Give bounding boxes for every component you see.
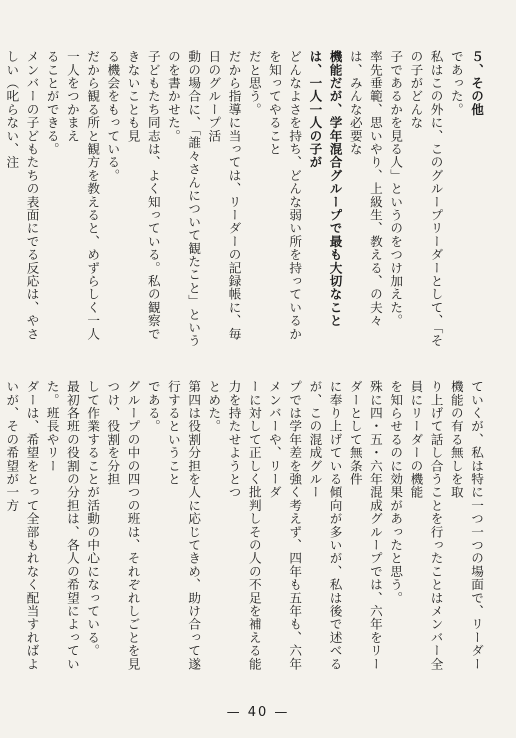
lower-text-column <box>4 380 486 680</box>
section-heading: ５、その他 <box>469 50 484 116</box>
text-line: 子どもたち同志は、よく知っている。私の観察できないことも見 <box>125 50 161 341</box>
text-line: 私はこの外に、このグループリーダーとして、「その子がどんな <box>408 50 444 348</box>
text-line: であった。 <box>448 50 464 116</box>
text-line: を知らせるのに効果があったと思う。 <box>388 380 404 605</box>
text-line: ーに対して正しく批判しその人の不足を補える能力を持たせようとつ <box>226 380 262 671</box>
text-line: メンバーの子どもたちの表面にでる反応は、やさしい（叱らない、注 <box>4 50 40 341</box>
text-line: に奉り上げている傾向が多いが、私は後で述べるが、この混成グルー <box>307 380 343 671</box>
text-line: 殊に四・五・六年混成グループでは、六年をリーダーとして無条件 <box>347 380 383 671</box>
text-line: ダーは、希望をとって全部もれなく配当すればよいが、その希望が一方 <box>4 380 40 671</box>
text-line: 動の場合に、「誰々さんについて観たこと」というのを書かせた。 <box>165 50 202 348</box>
text-line: 機能だが、学年混合グループで最も大切なことは、一人一人の子が <box>307 50 343 328</box>
text-line <box>0 380 1 680</box>
text-line: プでは学年差を強く考えず、四年も五年も、六年メンバーや、リーダ <box>266 380 303 671</box>
text-line: だから観る所と観方を教えると、めずらしく一人一人をつかまえ <box>64 50 101 341</box>
text-line: ていくが、私は特に一つ一つの場面で、リーダー機能の有る無しを取 <box>448 380 484 671</box>
text-line: だと思う。 <box>246 50 262 116</box>
text-line: である。 <box>145 380 161 433</box>
text-line: ることができる。 <box>44 50 60 156</box>
text-line: 最初各班の役割の分担は、各人の希望によっていた。班長やリー <box>44 380 80 671</box>
page-number: — 40 — <box>226 705 290 720</box>
upper-text-column <box>4 50 486 348</box>
text-line: り上げて話し合うことを行ったことはメンバー全員にリーダーの機能 <box>408 380 444 671</box>
text-line: だから指導に当っては、リーダーの記録帳に、毎日のグループ活 <box>206 50 242 341</box>
text-line: グループの中の四つの班は、それぞれしごとを見つけ、役割を分担 <box>105 380 141 671</box>
text-line: 子であるかを見る人」というのをつけ加えた。 <box>388 50 404 328</box>
text-line: して作業することが活動の中心になっている。 <box>85 380 101 658</box>
text-line: る機会をもっている。 <box>105 50 121 182</box>
text-line: 率先垂範、思いやり、上級生、教える、の夫々は、みんな必要な <box>347 50 383 328</box>
text-line: 第四は役割分担を人に応じてきめ、助け合って遂行するということ <box>165 380 202 671</box>
text-line: とめた。 <box>206 380 222 433</box>
text-line: どんなよさを持ち、どんな弱い所を持っているかを知ってやること <box>266 50 303 341</box>
text-line <box>0 50 1 348</box>
